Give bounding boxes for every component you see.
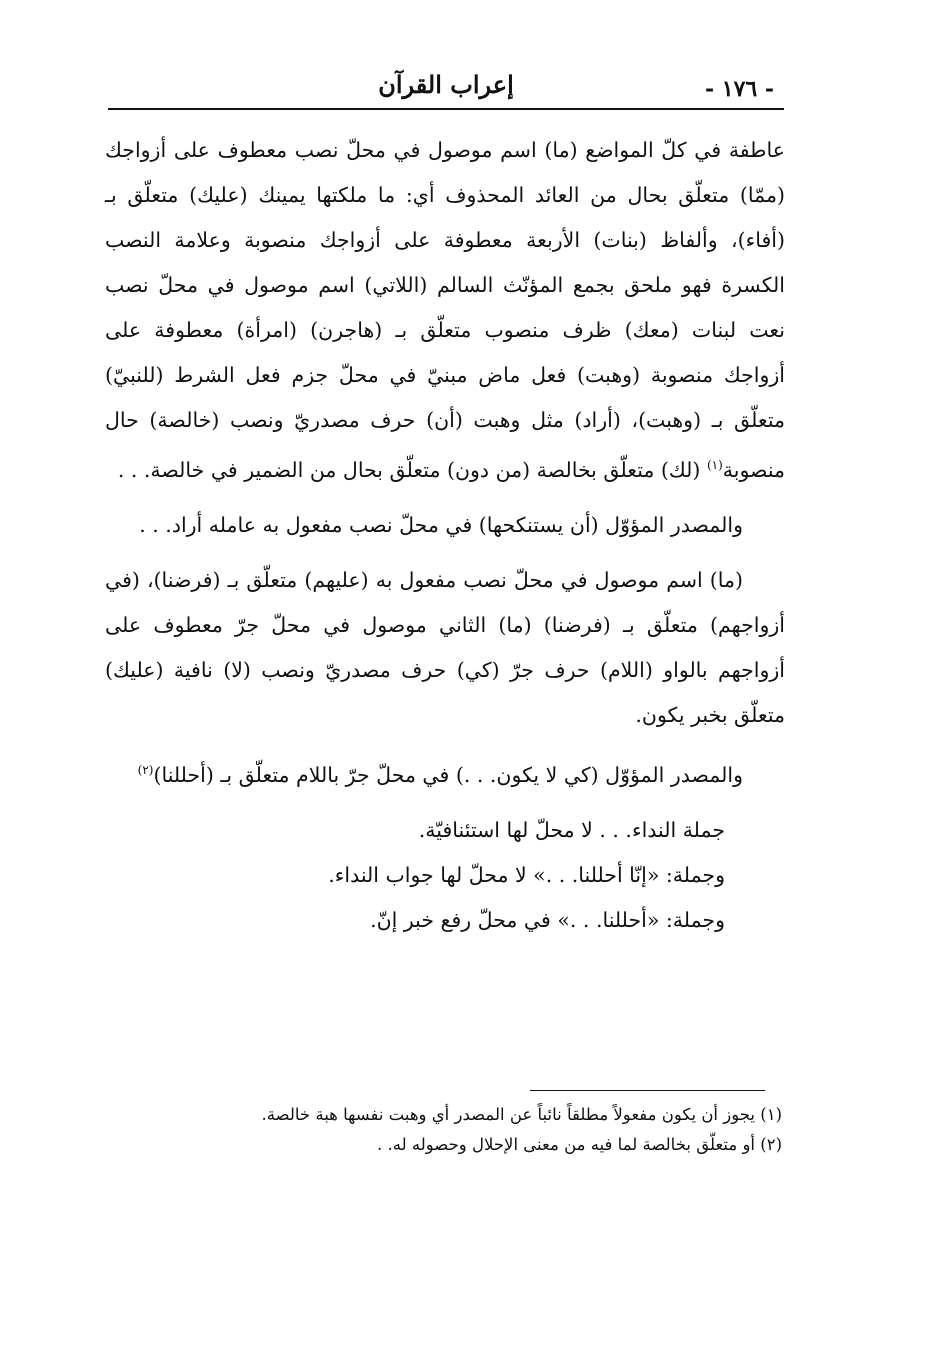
- text-line: أزواجك (ممّا) متعلّق بحال من العائد المحذوف أي: ما ملكتها يمينك: [105, 138, 785, 207]
- text-line: (عليك) متعلّق بـ (أفاء)، وألفاظ (بنات) الأربعة معطوفة على أزواجك: [105, 183, 785, 252]
- page-number: - ١٧٦ -: [704, 76, 774, 102]
- text-line: اسم موصول في محلّ نصب نعت لبنات (معك) ظرف منصوب متعلّق بـ: [105, 273, 786, 342]
- footnote-1: (١) يجوز أن يكون مفعولاً مطلقاً نائباً عن المصدر أي وهبت نفسها هبة خالصة.: [261, 1105, 782, 1124]
- text-line: وهبت (أن) حرف مصدريّ ونصب (خالصة) حال منصوبة: [105, 408, 785, 482]
- text-line: والمصدر المؤوّل (كي لا يكون. . .) في محلّ جرّ باللام متعلّق بـ: [220, 762, 743, 787]
- text-line: (أحللنا): [153, 762, 214, 787]
- running-title: إعراب القرآن: [378, 70, 514, 99]
- footnote-rule: [530, 1090, 765, 1091]
- paragraph-3: [105, 558, 785, 738]
- text-line: جرّ معطوف على أزواجهم بالواو (اللام) حرف جرّ (كي) حرف: [105, 612, 785, 682]
- text-line: بخالصة (من دون) متعلّق بحال من الضمير في خالصة. . .: [117, 457, 597, 482]
- text-line: عاطفة في كلّ المواضع (ما) اسم موصول في محلّ نصب معطوف على: [173, 138, 785, 162]
- text-line: منصوبة وعلامة النصب الكسرة فهو ملحق بجمع المؤنّث السالم (اللاتي): [105, 228, 785, 297]
- header-rule: [108, 108, 784, 110]
- text-line: مبنيّ في محلّ جزم فعل الشرط (للنبيّ) متعلّق بـ (وهبت)، (أراد) مثل: [105, 363, 785, 432]
- footnote-2: (٢) أو متعلّق بخالصة لما فيه من معنى الإحلال وحصوله له. .: [377, 1135, 782, 1154]
- paragraph-4: [105, 748, 785, 798]
- text-line: (فرضنا)، (في أزواجهم) متعلّق بـ (فرضنا) (ما) الثاني موصول في محلّ: [105, 567, 785, 637]
- sentence-line: وجملة: «إنّا أحللنا. . .» لا محلّ لها جواب النداء.: [328, 862, 725, 887]
- text-line: (لك) متعلّق: [603, 457, 701, 482]
- text-line: (ما) اسم موصول في محلّ نصب مفعول به (عليهم) متعلّق بـ: [227, 567, 743, 592]
- paragraph-2: [105, 503, 785, 548]
- text-line: أراد. . .: [139, 512, 203, 537]
- text-line: والمصدر المؤوّل (أن يستنكحها) في محلّ نصب مفعول به عامله: [208, 512, 743, 537]
- paragraph-1: [105, 128, 785, 493]
- footnote-marker-1: (١): [706, 458, 723, 472]
- main-text: [105, 128, 785, 943]
- text-line: (هاجرن) (امرأة) معطوفة على أزواجك منصوبة (وهبت) فعل ماض: [105, 318, 785, 387]
- sentence-line: جملة النداء. . . لا محلّ لها استئنافيّة.: [418, 817, 725, 842]
- page-header: [108, 62, 784, 106]
- sentence-line: وجملة: «أحللنا. . .» في محلّ رفع خبر إنّ.: [370, 907, 725, 932]
- footnote-marker-2: (٢): [137, 762, 154, 777]
- text-line: مصدريّ ونصب (لا) نافية (عليك) متعلّق بخبر يكون.: [105, 657, 785, 727]
- footnotes: [120, 1100, 782, 1160]
